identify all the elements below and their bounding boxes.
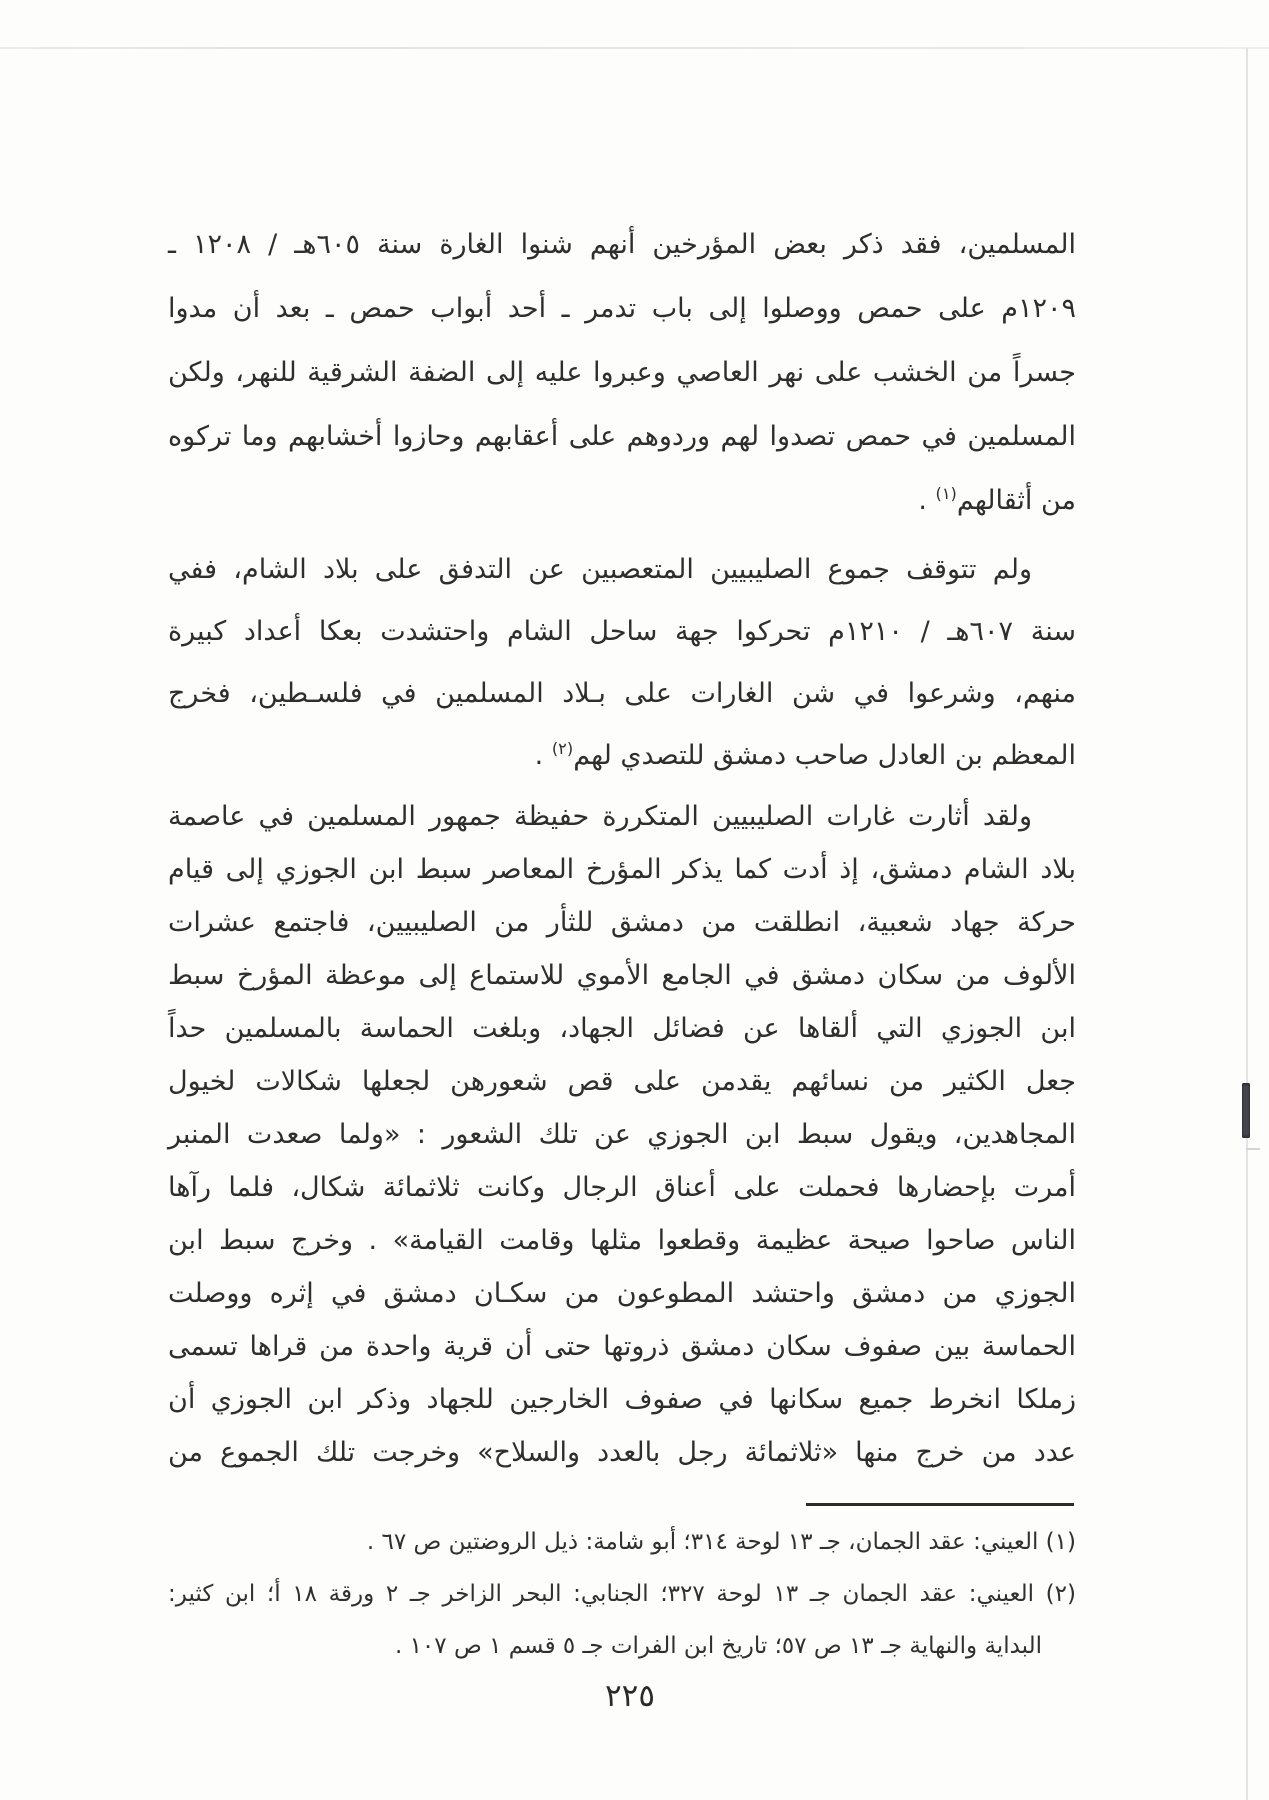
text-line: (٢) العيني: عقد الجمان جـ ١٣ لوحة ٣٢٧؛ الجنابي: البحر الزاخر جـ ٢ ورقة ١٨ أ؛ ابن كثير: [168, 1581, 1076, 1607]
scan-top-edge-line [0, 47, 1269, 49]
paragraph-3 [168, 790, 1076, 1479]
text-line: جعل الكثير من نسائهم يقدمن على قص شعورهن لجعلها شكالات لخيول [168, 1066, 1076, 1097]
text-line: المسلمين في حمص تصدوا لهم وردوهم على أعقابهم وحازوا أخشابهم وما تركوه [168, 421, 1076, 452]
text-line: أمرت بإحضارها فحملت على أعناق الرجال وكانت ثلاثمائة شكال، فلما رآها [168, 1172, 1076, 1203]
text-line: ابن الجوزي التي ألقاها عن فضائل الجهاد، وبلغت الحماسة بالمسلمين حداً [168, 1013, 1076, 1044]
text-line: عدد من خرج منها «ثلاثمائة رجل بالعدد والسلاح» وخرجت تلك الجموع من [168, 1437, 1076, 1468]
text-line: المجاهدين، ويقول سبط ابن الجوزي عن تلك الشعور : «ولما صعدت المنبر [168, 1119, 1076, 1150]
text-line: بلاد الشام دمشق، إذ أدت كما يذكر المؤرخ المعاصر سبط ابن الجوزي إلى قيام [168, 854, 1076, 885]
text-line: حركة جهاد شعبية، انطلقت من دمشق للثأر من الصليبيين، فاجتمع عشرات [168, 907, 1076, 938]
text-line: ولم تتوقف جموع الصليبيين المتعصبين عن التدفق على بلاد الشام، ففي [168, 554, 1032, 585]
text-line: ولقد أثارت غارات الصليبيين المتكررة حفيظة جمهور المسلمين في عاصمة [168, 801, 1032, 832]
text-line: منهم، وشرعوا في شن الغارات على بـلاد المسلمين في فلسـطين، فخرج [168, 678, 1076, 709]
text-line: المعظم بن العادل صاحب دمشق للتصدي لهم$^{(٢)}$ . [534, 739, 1076, 771]
text-line: الحماسة بين صفوف سكان دمشق ذروتها حتى أن قرية واحدة من قراها تسمى [168, 1331, 1076, 1362]
footnotes [168, 1516, 1076, 1672]
main-text [168, 213, 1076, 1479]
text-line: البداية والنهاية جـ ١٣ ص ٥٧؛ تاريخ ابن الفرات جـ ٥ قسم ١ ص ١٠٧ . [394, 1633, 1042, 1659]
text-line: سنة ٦٠٧هـ / ١٢١٠م تحركوا جهة ساحل الشام واحتشدت بعكا أعداد كبيرة [168, 616, 1076, 647]
text-line: الناس صاحوا صيحة عظيمة وقطعوا مثلها وقامت القيامة» . وخرج سبط ابن [168, 1225, 1076, 1256]
text-line: المسلمين، فقد ذكر بعض المؤرخين أنهم شنوا الغارة سنة ٦٠٥هـ / ١٢٠٨ ـ [168, 229, 1076, 260]
text-line: الجوزي من دمشق واحتشد المطوعون من سكـان دمشق في إثره ووصلت [168, 1278, 1076, 1309]
paragraph-2 [168, 539, 1076, 787]
text-line: زملكا انخرط جميع سكانها في صفوف الخارجين للجهاد وذكر ابن الجوزي أن [168, 1384, 1076, 1415]
footnote-reference-marker: (٢) [551, 739, 574, 758]
text-line: جسراً من الخشب على نهر العاصي وعبروا عليه إلى الضفة الشرقية للنهر، ولكن [168, 357, 1076, 388]
binding-mark [1242, 1083, 1250, 1138]
scan-artifact-tick [1246, 1148, 1260, 1150]
text-line: الألوف من سكان دمشق في الجامع الأموي للاستماع إلى موعظة المؤرخ سبط [168, 960, 1076, 991]
text-line: (١) العيني: عقد الجمان، جـ ١٣ لوحة ٣١٤؛ أبو شامة: ذيل الروضتين ص ٦٧ . [366, 1529, 1076, 1555]
page-number: ٢٢٥ [605, 1678, 655, 1714]
paragraph-1 [168, 213, 1076, 533]
footnote-separator [806, 1503, 1074, 1506]
footnote-reference-marker: (١) [935, 484, 957, 503]
text-line: من أثقالهم$^{(١)}$ . [918, 484, 1076, 516]
scan-right-edge-line [1246, 48, 1248, 1800]
text-line: ١٢٠٩م على حمص ووصلوا إلى باب تدمر ـ أحد أبواب حمص ـ بعد أن مدوا [168, 293, 1076, 324]
